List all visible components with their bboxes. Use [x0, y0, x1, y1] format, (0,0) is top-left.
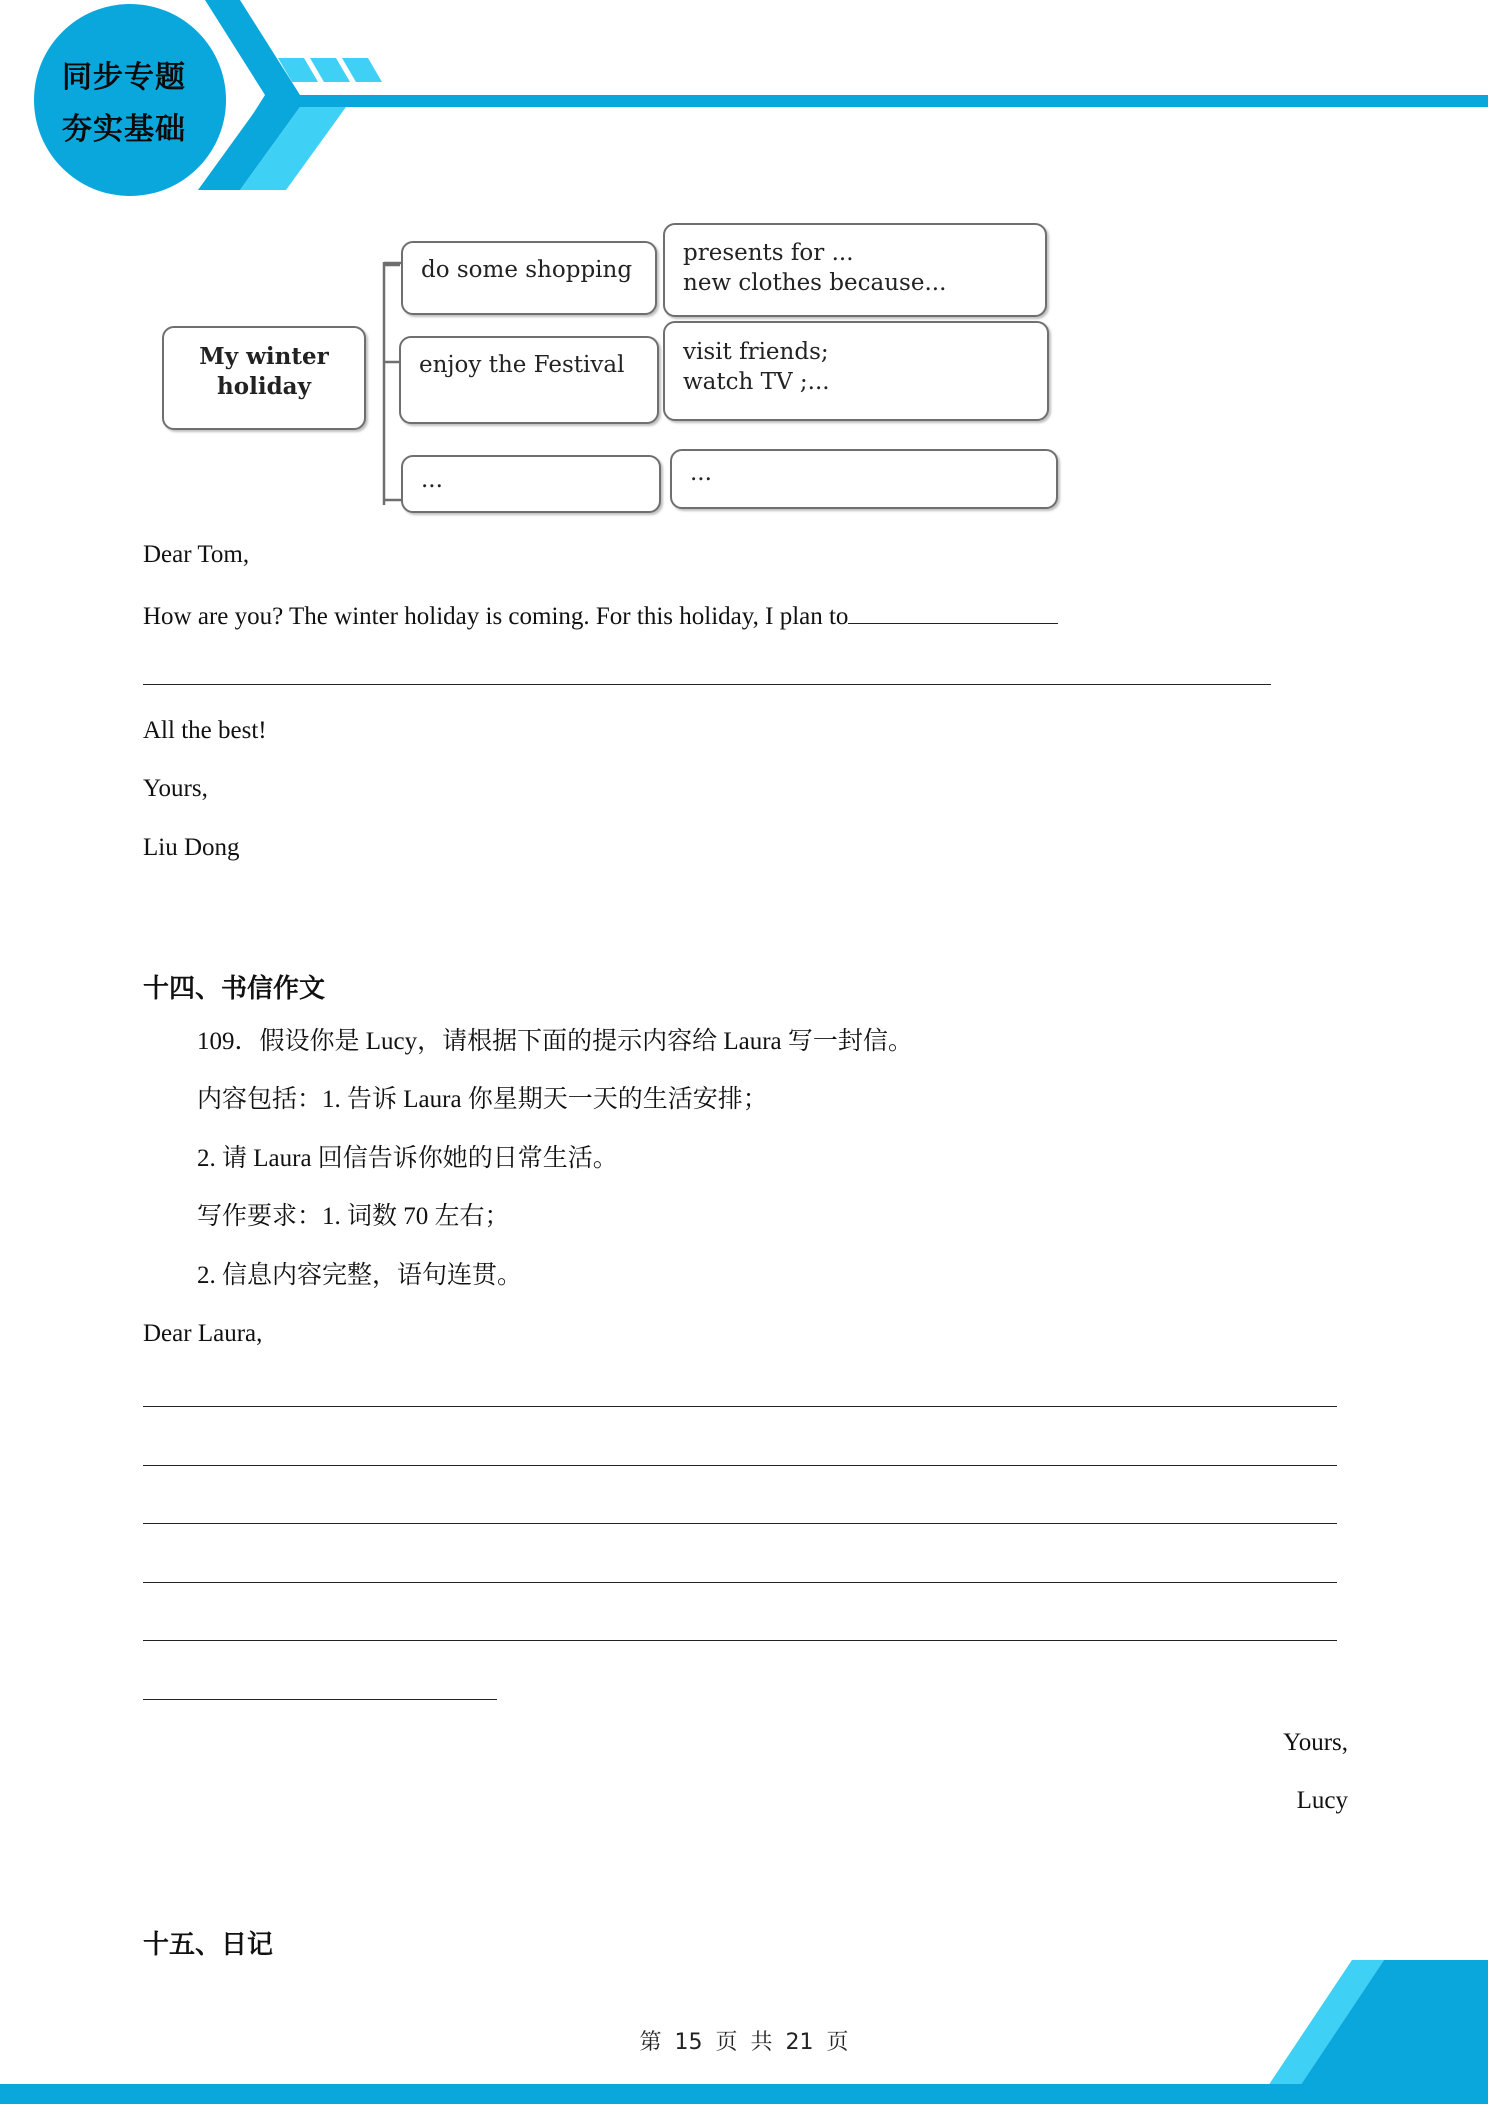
letter2-greeting: Dear Laura,	[143, 1320, 263, 1347]
letter2-closing: Yours,	[1283, 1729, 1348, 1756]
answer-line	[143, 1582, 1337, 1583]
answer-line	[143, 1406, 1337, 1407]
item-text: ...	[421, 467, 443, 493]
detail-text: visit friends;	[683, 339, 829, 365]
badge-line-2: 夯实基础	[62, 112, 186, 147]
letter1-body	[143, 599, 1058, 632]
page-number: 第 15 页 共 21 页	[639, 2030, 849, 2055]
q109-prompt: 109．假设你是 Lucy，请根据下面的提示内容给 Laura 写一封信。	[197, 1028, 913, 1055]
answer-line	[143, 1640, 1337, 1641]
detail-text: watch TV ;...	[683, 369, 830, 395]
diagram-item-box	[399, 336, 659, 424]
letter1-body-text: How are you? The winter holiday is coming. For this holiday, I plan to	[143, 603, 849, 630]
footer-stripe	[0, 2084, 1488, 2104]
q109-req-2: 2. 信息内容完整，语句连贯。	[197, 1262, 523, 1289]
q109-content-1: 内容包括：1. 告诉 Laura 你星期天一天的生活安排；	[197, 1086, 768, 1113]
diagram-detail-box	[670, 449, 1058, 509]
item-text: do some shopping	[421, 257, 633, 283]
root-line-2: holiday	[217, 373, 311, 400]
answer-line	[143, 1523, 1337, 1524]
diagram-item-box	[401, 455, 661, 513]
diagram-item-box	[401, 241, 657, 315]
fill-blank	[848, 599, 1058, 624]
diagram-detail-box	[663, 223, 1047, 317]
detail-text: ...	[690, 460, 712, 486]
root-line-1: My winter	[199, 343, 329, 370]
answer-line	[143, 1699, 497, 1700]
diagram-root-box	[162, 326, 366, 430]
item-text: enjoy the Festival	[419, 352, 625, 378]
letter1-closing1: All the best!	[143, 717, 267, 744]
letter2-signature: Lucy	[1296, 1787, 1348, 1814]
detail-text: new clothes because...	[683, 270, 947, 296]
badge-line-1: 同步专题	[62, 60, 186, 95]
letter1-greeting: Dear Tom,	[143, 541, 250, 568]
section15-heading: 十五、日记	[143, 1930, 274, 1960]
letter1-closing2: Yours,	[143, 775, 208, 802]
q109-req-1: 写作要求：1. 词数 70 左右；	[197, 1203, 510, 1230]
section14-heading: 十四、书信作文	[143, 974, 326, 1004]
detail-text: presents for ...	[683, 240, 854, 266]
answer-line	[143, 1465, 1337, 1466]
diagram-detail-box	[663, 321, 1049, 421]
answer-line	[143, 684, 1271, 685]
q109-content-2: 2. 请 Laura 回信告诉你她的日常生活。	[197, 1145, 618, 1172]
letter1-signature: Liu Dong	[143, 834, 240, 861]
